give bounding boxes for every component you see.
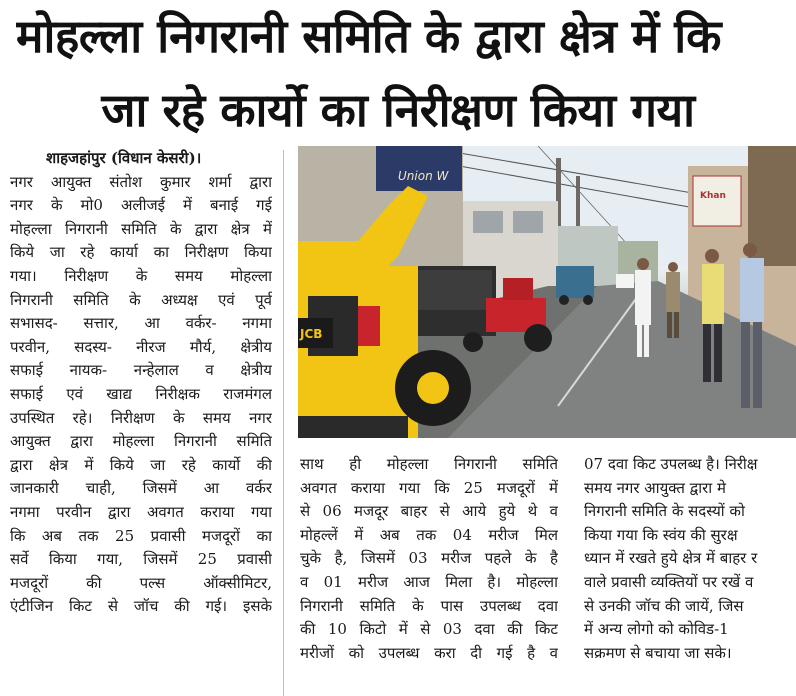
body-line: 07 दवा किट उपलब्ध है। निरीक्ष: [584, 455, 758, 473]
body-line: नगमा परवीन द्वारा अवगत कराया गया: [10, 502, 272, 521]
body-line: सफाई नायक- नन्हेलाल व क्षेत्रीय: [10, 361, 272, 380]
shop-sign-text: Union W: [398, 169, 449, 183]
body-line: नगर आयुक्त संतोश कुमार शर्मा द्वारा: [10, 172, 272, 191]
body-line: अवगत कराया गया कि 25 मजदूरों में: [300, 478, 558, 497]
body-line: से उनकी जॉच की जायें, जिस: [584, 596, 744, 615]
body-line: से 06 मजदूर बाहर से आये हुये थे व: [300, 502, 558, 521]
body-line: मोहल्लें में अब तक 04 मरीज मिल: [300, 525, 558, 544]
jcb-logo-text: JCB: [300, 327, 323, 341]
body-line: मजदूरों की पल्स ऑक्सीमिटर,: [10, 573, 272, 592]
body-line: सक्रमण से बचाया जा सके।: [584, 643, 732, 662]
body-line: निगरानी समिति के पास उपलब्ध दवा: [300, 596, 558, 615]
right-sign-text: Khan: [700, 191, 726, 201]
article-column-left: [10, 147, 272, 696]
body-line: किया गया कि स्वंय की सुरक्ष: [584, 525, 738, 544]
body-line: नगर के मो0 अलीजई में बनाई गई: [10, 196, 272, 215]
body-line: जानकारी चाही, जिसमें आ वर्कर: [10, 479, 272, 498]
body-line: निगरानी समिति के सदस्यों को: [584, 502, 745, 521]
body-line: साथ ही मोहल्ला निगरानी समिति: [300, 455, 558, 473]
body-line: ध्यान में रखते हुये क्षेत्र में बाहर र: [584, 549, 758, 568]
body-line: सफाई एवं खाद्य निरीक्षक राजमंगल: [10, 384, 272, 403]
body-line: सर्वे किया गया, जिसमें 25 प्रवासी: [10, 550, 272, 569]
body-line: उपस्थित रहे। निरीक्षण के समय नगर: [10, 408, 272, 427]
article-column-right: [584, 453, 796, 696]
body-line: परवीन, सदस्य- नीरज मौर्य, क्षेत्रीय: [10, 337, 272, 356]
body-line: निगरानी समिति के अध्यक्ष एवं पूर्व: [10, 290, 272, 309]
body-line: समय नगर आयुक्त द्वारा मे: [584, 478, 726, 497]
dateline: शाहजहांपुर (विधान केसरी)।: [46, 149, 202, 167]
column-divider: [283, 150, 284, 696]
article-column-middle: [300, 453, 558, 696]
body-line: कि अब तक 25 प्रवासी मजदूरों का: [10, 526, 272, 545]
body-line: चुके है, जिसमें 03 मरीज पहले के है: [300, 549, 558, 568]
body-line: वाले प्रवासी व्यक्तियों पर रखें व: [584, 572, 754, 591]
headline-line-2: जा रहे कार्यो का निरीक्षण किया गया: [101, 83, 695, 137]
headline-line-1: मोहल्ला निगरानी समिति के द्वारा क्षेत्र में कि: [16, 9, 722, 63]
body-line: में अन्य लोगो को कोविड-1: [584, 620, 729, 639]
body-line: गया। निरीक्षण के समय मोहल्ला: [10, 266, 272, 285]
body-line: आयुक्त द्वारा मोहल्ला निगरानी समिति: [10, 432, 272, 451]
body-line: सभासद- सत्तार, आ वर्कर- नगमा: [10, 314, 272, 333]
body-line: एंटीजिन किट से जॉच की गई। इसके: [10, 597, 272, 616]
news-photo: [298, 146, 796, 438]
body-line: मोहल्ला निगरानी समिति के द्वारा क्षेत्र में: [10, 219, 272, 238]
body-line: की 10 किटो में से 03 दवा की किट: [300, 620, 558, 639]
body-line: किये जा रहे कार्या का निरीक्षण किया: [10, 243, 272, 262]
body-line: द्वारा क्षेत्र में किये जा रहे कार्यो की: [10, 455, 272, 474]
body-line: मरीजों को उपलब्ध करा दी गई है व: [300, 643, 558, 662]
body-line: व 01 मरीज आज मिला है। मोहल्ला: [300, 572, 558, 591]
